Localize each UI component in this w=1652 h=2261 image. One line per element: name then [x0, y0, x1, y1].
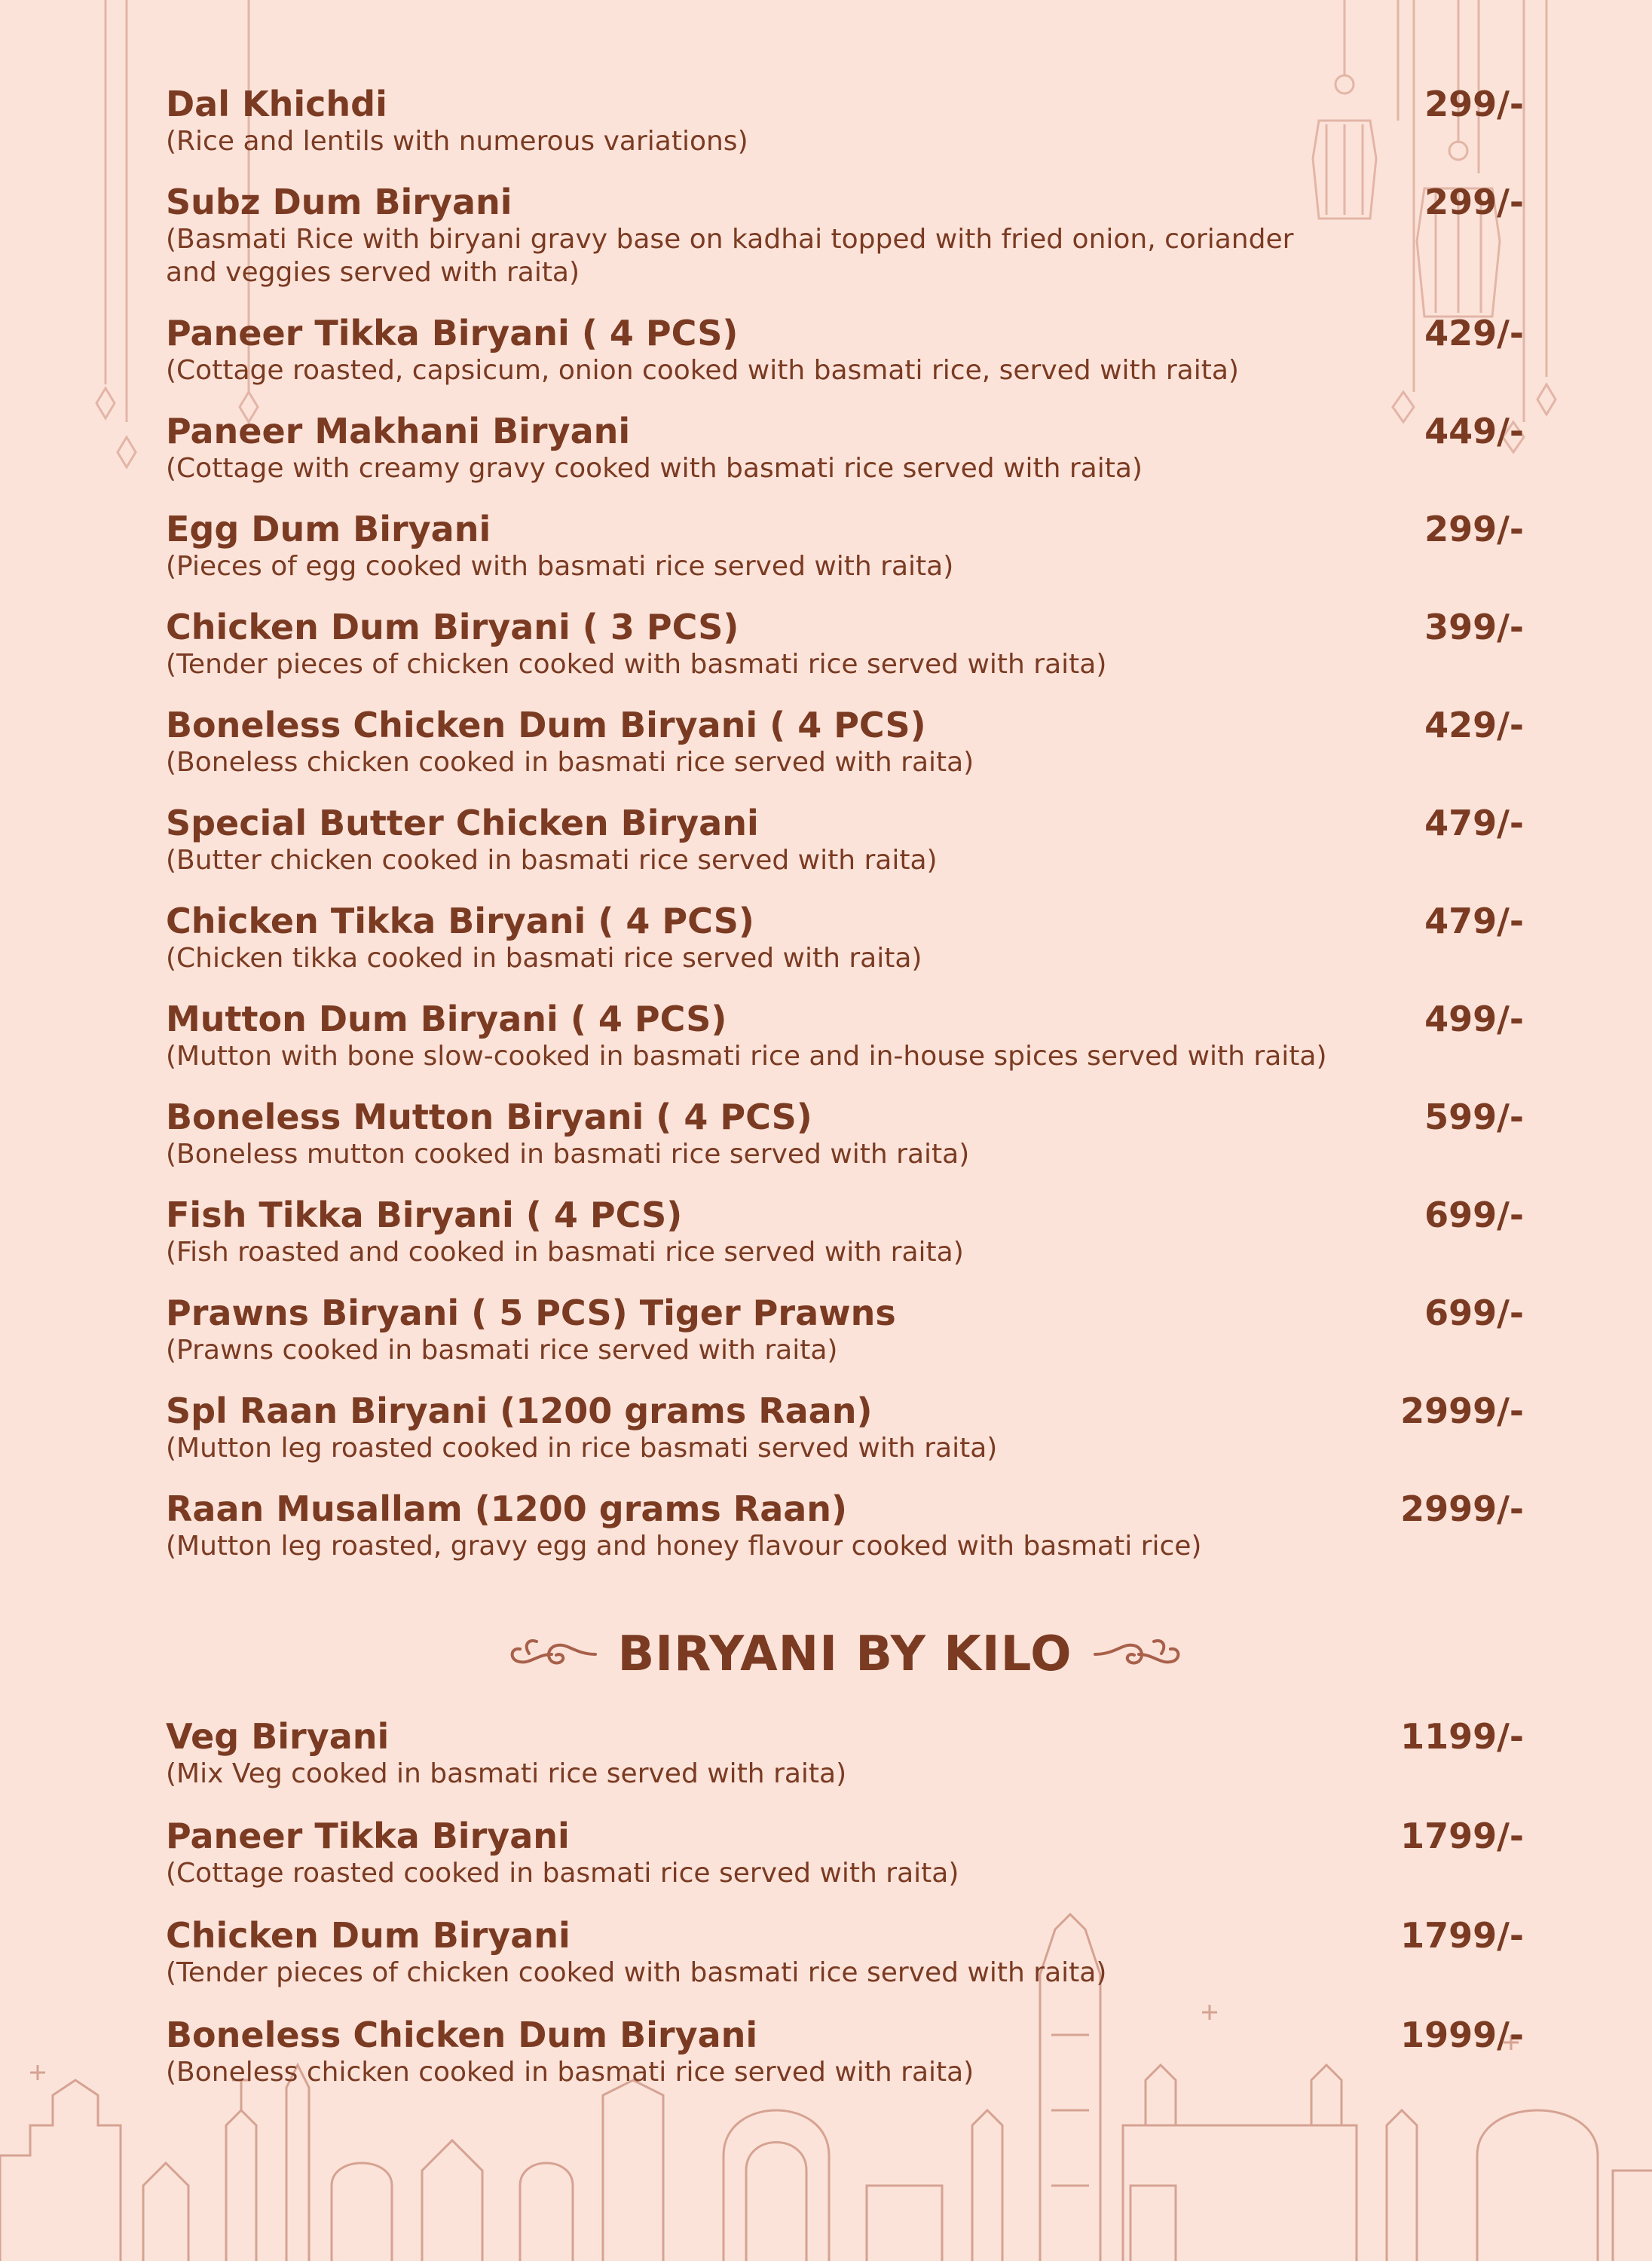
- menu-item-description: (Fish roasted and cooked in basmati rice served with raita): [166, 1237, 964, 1268]
- menu-item-price: 299/-: [1424, 509, 1524, 549]
- menu-item-name: Boneless Chicken Dum Biryani: [166, 2015, 758, 2055]
- menu-item-price: 599/-: [1424, 1097, 1524, 1137]
- menu-item-price: 2999/-: [1400, 1391, 1524, 1431]
- menu-item-price: 499/-: [1424, 999, 1524, 1039]
- menu-item-name: Mutton Dum Biryani ( 4 PCS): [166, 999, 727, 1039]
- menu-item: [166, 312, 1524, 387]
- menu-item-name: Spl Raan Biryani (1200 grams Raan): [166, 1391, 873, 1431]
- menu-item: [166, 1815, 1524, 1890]
- menu-item: [166, 1292, 1524, 1367]
- menu-item-price: 479/-: [1424, 901, 1524, 941]
- menu-item: [166, 83, 1524, 158]
- menu-item-price: 1199/-: [1400, 1716, 1524, 1757]
- section-heading-title: BIRYANI BY KILO: [617, 1626, 1072, 1682]
- menu-item-description: (Boneless mutton cooked in basmati rice served with raita): [166, 1139, 970, 1170]
- menu-item-name: Paneer Makhani Biryani: [166, 411, 631, 451]
- menu-item-price: 699/-: [1424, 1195, 1524, 1235]
- menu-item-description: (Basmati Rice with biryani gravy base on kadhai topped with fried onion, coriander and veggies served with raita): [166, 224, 1294, 288]
- menu-item: [166, 410, 1524, 485]
- menu-item-price: 429/-: [1424, 313, 1524, 353]
- menu-item-name: Paneer Tikka Biryani: [166, 1816, 570, 1856]
- flourish-right-icon: [1094, 1635, 1184, 1673]
- menu-item-description: (Mutton leg roasted cooked in rice basmati served with raita): [166, 1433, 998, 1464]
- menu-item-description: (Tender pieces of chicken cooked with basmati rice served with raita): [166, 1957, 1107, 1988]
- menu-item-description: (Prawns cooked in basmati rice served with raita): [166, 1335, 838, 1366]
- menu-item-name: Prawns Biryani ( 5 PCS) Tiger Prawns: [166, 1293, 896, 1333]
- menu-item-description: (Cottage with creamy gravy cooked with basmati rice served with raita): [166, 453, 1143, 484]
- menu-item-description: (Cottage roasted cooked in basmati rice served with raita): [166, 1858, 959, 1889]
- menu-item-description: (Cottage roasted, capsicum, onion cooked with basmati rice, served with raita): [166, 355, 1239, 386]
- menu-item-price: 399/-: [1424, 607, 1524, 647]
- menu-item: [166, 1096, 1524, 1171]
- menu-item-price: 449/-: [1424, 411, 1524, 451]
- menu-item-price: 479/-: [1424, 803, 1524, 843]
- menu-item-description: (Rice and lentils with numerous variations): [166, 126, 748, 157]
- menu-item: [166, 508, 1524, 583]
- menu-item-description: (Chicken tikka cooked in basmati rice served with raita): [166, 943, 922, 974]
- menu-item-description: (Tender pieces of chicken cooked with basmati rice served with raita): [166, 649, 1107, 680]
- menu-item-description: (Mix Veg cooked in basmati rice served with raita): [166, 1758, 847, 1789]
- biryani-by-kilo-section: [166, 1715, 1524, 2089]
- menu-item-price: 299/-: [1424, 84, 1524, 124]
- section-heading: [166, 1626, 1524, 1682]
- menu-item: [166, 1715, 1524, 1791]
- menu-item: [166, 2014, 1524, 2089]
- menu-item-name: Fish Tikka Biryani ( 4 PCS): [166, 1195, 683, 1235]
- menu-item-name: Chicken Tikka Biryani ( 4 PCS): [166, 901, 754, 941]
- menu-item-name: Raan Musallam (1200 grams Raan): [166, 1488, 848, 1529]
- menu-item-description: (Mutton with bone slow-cooked in basmati rice and in-house spices served with raita): [166, 1041, 1327, 1072]
- menu-item-price: 1799/-: [1400, 1816, 1524, 1856]
- menu-item-price: 299/-: [1424, 182, 1524, 222]
- menu-content: [166, 83, 1524, 2113]
- menu-item: [166, 900, 1524, 975]
- menu-item-name: Subz Dum Biryani: [166, 182, 512, 222]
- menu-item-description: (Boneless chicken cooked in basmati rice served with raita): [166, 2057, 974, 2088]
- menu-item: [166, 181, 1524, 289]
- menu-item-price: 699/-: [1424, 1293, 1524, 1333]
- menu-item-description: (Butter chicken cooked in basmati rice served with raita): [166, 845, 938, 876]
- menu-item-price: 2999/-: [1400, 1488, 1524, 1529]
- menu-item-name: Chicken Dum Biryani: [166, 1915, 571, 1956]
- menu-item-description: (Mutton leg roasted, gravy egg and honey flavour cooked with basmati rice): [166, 1531, 1202, 1562]
- biryani-section: [166, 83, 1524, 1563]
- menu-item-name: Paneer Tikka Biryani ( 4 PCS): [166, 313, 739, 353]
- menu-item: [166, 998, 1524, 1073]
- menu-item: [166, 1488, 1524, 1563]
- menu-item-name: Dal Khichdi: [166, 84, 387, 124]
- menu-item-price: 1799/-: [1400, 1915, 1524, 1956]
- menu-item: [166, 802, 1524, 877]
- menu-item-description: (Pieces of egg cooked with basmati rice served with raita): [166, 551, 954, 582]
- menu-item: [166, 606, 1524, 681]
- menu-item: [166, 704, 1524, 779]
- flourish-left-icon: [506, 1635, 597, 1673]
- menu-item-name: Special Butter Chicken Biryani: [166, 803, 759, 843]
- menu-item-price: 429/-: [1424, 705, 1524, 745]
- menu-item-name: Boneless Mutton Biryani ( 4 PCS): [166, 1097, 812, 1137]
- menu-item: [166, 1390, 1524, 1465]
- menu-item-name: Boneless Chicken Dum Biryani ( 4 PCS): [166, 705, 926, 745]
- menu-item: [166, 1914, 1524, 1990]
- menu-item-name: Chicken Dum Biryani ( 3 PCS): [166, 607, 739, 647]
- menu-item-name: Egg Dum Biryani: [166, 509, 491, 549]
- menu-item-name: Veg Biryani: [166, 1716, 390, 1757]
- menu-item-description: (Boneless chicken cooked in basmati rice served with raita): [166, 747, 974, 778]
- menu-item-price: 1999/-: [1400, 2015, 1524, 2055]
- menu-item: [166, 1194, 1524, 1269]
